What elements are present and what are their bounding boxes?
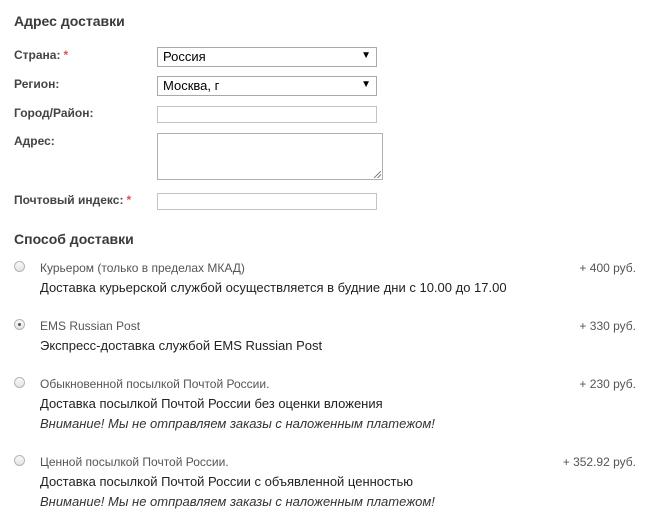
radio-button-selected[interactable] [14, 319, 25, 330]
radio-button[interactable] [14, 455, 25, 466]
option-description: Доставка посылкой Почтой России без оценки вложения [40, 396, 383, 411]
city-input[interactable] [157, 106, 377, 123]
country-select[interactable] [157, 47, 377, 67]
region-select-value: Москва, г [163, 78, 220, 93]
option-title: Курьером (только в пределах МКАД) [40, 261, 245, 275]
required-mark: * [63, 48, 69, 62]
option-description: Экспресс-доставка службой EMS Russian Post [40, 338, 323, 353]
option-title: Обыкновенной посылкой Почтой России. [40, 377, 270, 391]
option-warning: Внимание! Мы не отправляем заказы с наложенным платежом! [40, 416, 435, 431]
region-label: Регион: [14, 77, 60, 91]
delivery-section-title: Способ доставки [14, 231, 134, 247]
city-label: Город/Район: [14, 106, 94, 120]
radio-button[interactable] [14, 377, 25, 388]
option-description: Доставка посылкой Почтой России с объявленной ценностью [40, 474, 414, 489]
address-label: Адрес: [14, 134, 55, 148]
option-price: + 352.92 руб. [562, 455, 636, 469]
dropdown-arrow-icon: ▼ [361, 79, 371, 90]
dropdown-arrow-icon: ▼ [361, 50, 371, 61]
address-textarea[interactable] [157, 133, 383, 180]
country-select-value: Россия [163, 49, 206, 64]
radio-button[interactable] [14, 261, 25, 272]
country-label-text: Страна: [14, 48, 61, 62]
option-price: + 330 руб. [579, 319, 636, 333]
zip-input[interactable] [157, 193, 377, 210]
country-label [14, 48, 68, 62]
option-price: + 230 руб. [579, 377, 636, 391]
required-mark: * [126, 193, 132, 207]
option-description: Доставка курьерской службой осуществляется в будние дни с 10.00 до 17.00 [40, 280, 507, 295]
zip-label [14, 193, 131, 207]
option-title: Ценной посылкой Почтой России. [40, 455, 229, 469]
option-price: + 400 руб. [579, 261, 636, 275]
resize-grip-icon[interactable] [374, 171, 381, 178]
region-select[interactable] [157, 76, 377, 96]
address-section-title: Адрес доставки [14, 13, 125, 29]
zip-label-text: Почтовый индекс: [14, 193, 124, 207]
option-title: EMS Russian Post [40, 319, 141, 333]
option-warning: Внимание! Мы не отправляем заказы с наложенным платежом! [40, 494, 435, 509]
